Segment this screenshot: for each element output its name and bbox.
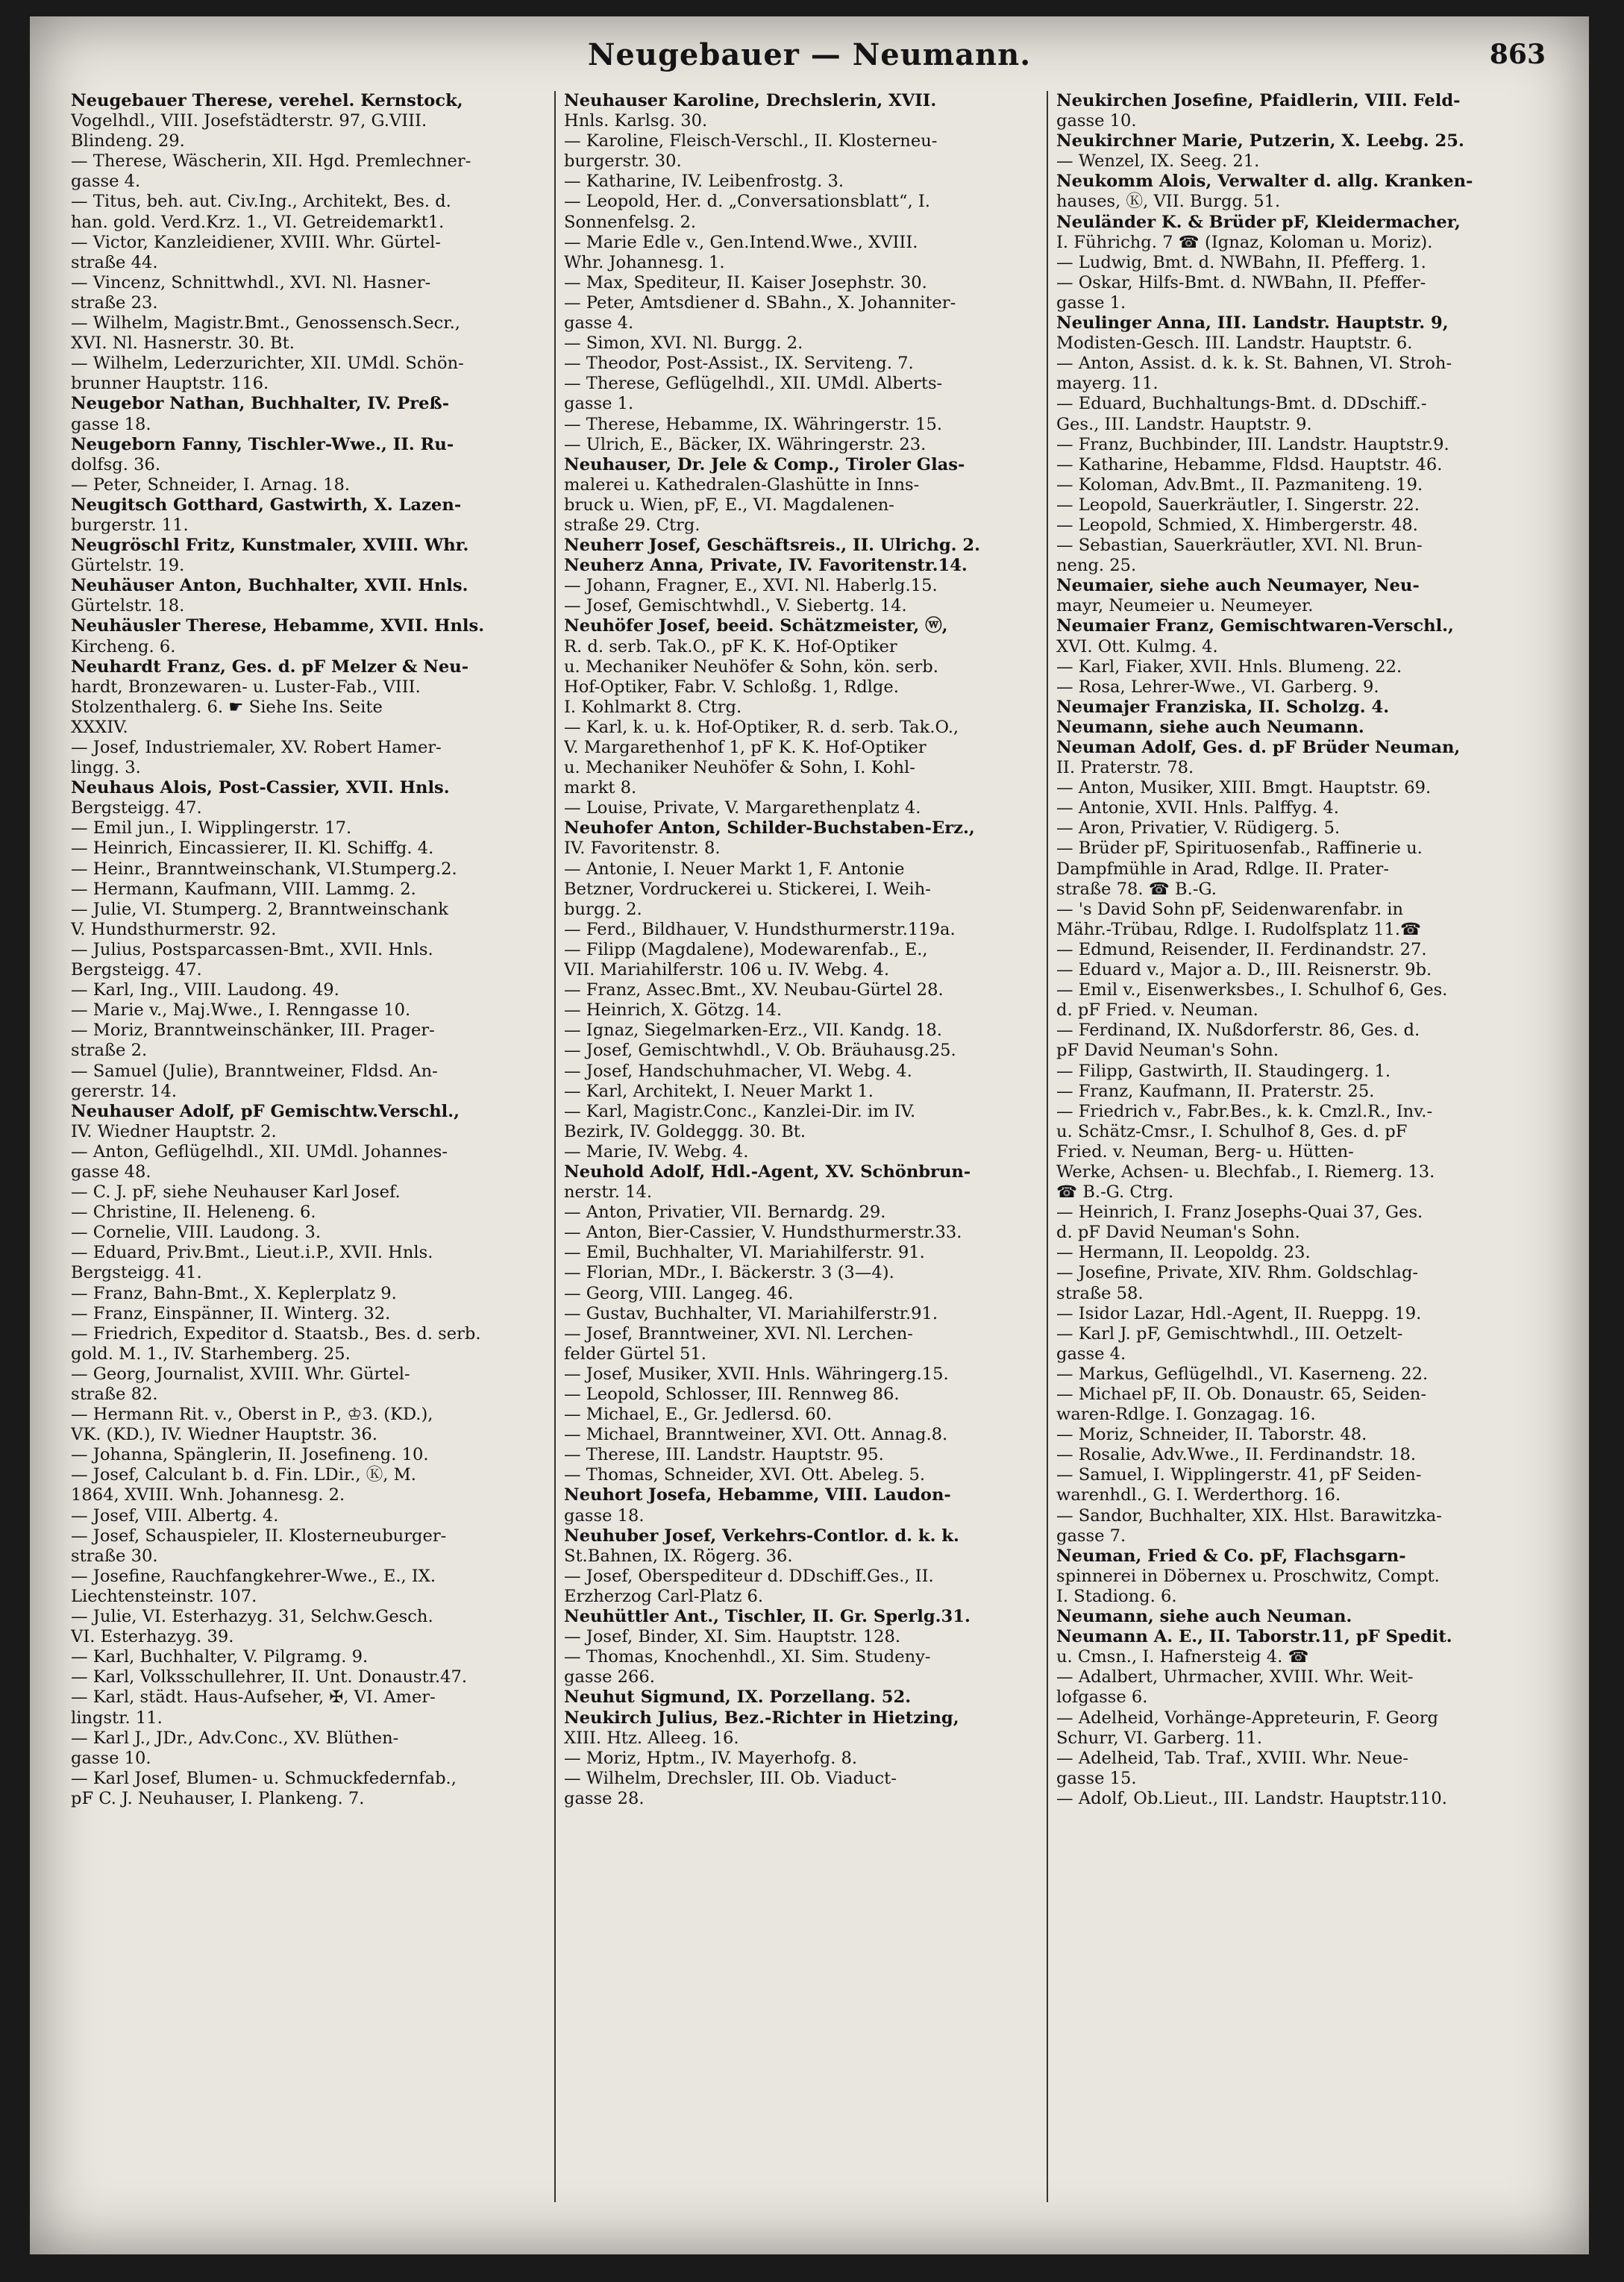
directory-entry-line: — Leopold, Sauerkräutler, I. Singerstr. 22. [1056,495,1420,515]
directory-entry-line: Neuhauser Karoline, Drechslerin, XVII. [564,91,937,110]
column-1 [71,91,548,1809]
directory-entry-line: Neugeborn Fanny, Tischler-Wwe., II. Ru- [71,434,454,454]
directory-entry-line: d. pF Fried. v. Neuman. [1056,1000,1258,1021]
directory-entry-line: Neugröschl Fritz, Kunstmaler, XVIII. Whr. [71,536,469,556]
directory-entry-line: Bergsteigg. 41. [71,1263,202,1283]
directory-entry-line: — Karl Josef, Blumen- u. Schmuckfedernfab., [71,1768,457,1788]
directory-entry-line: Neuhardt Franz, Ges. d. pF Melzer & Neu- [71,656,469,677]
directory-entry-line: u. Cmsn., I. Hafnersteig 4. ☎ [1056,1647,1309,1667]
directory-entry-line: — Eduard, Priv.Bmt., Lieut.i.P., XVII. Hnls. [71,1243,433,1263]
directory-entry-line: — Christine, II. Heleneng. 6. [71,1203,316,1223]
directory-entry-line: — Katharine, Hebamme, Fldsd. Hauptstr. 46. [1056,454,1443,474]
directory-entry-line: d. pF David Neuman's Sohn. [1056,1223,1300,1243]
directory-entry-line: — Josef, VIII. Albertg. 4. [71,1505,279,1526]
directory-entry-line: — Katharine, IV. Leibenfrostg. 3. [564,172,844,192]
directory-entry-line: VK. (KD.), IV. Wiedner Hauptstr. 36. [71,1425,377,1445]
directory-entry-line: Gürtelstr. 19. [71,556,185,576]
column-2 [564,91,1041,1809]
directory-entry-line: — Adalbert, Uhrmacher, XVIII. Whr. Weit- [1056,1667,1414,1687]
directory-entry-line: — Josef, Industriemaler, XV. Robert Hamer- [71,738,442,757]
directory-entry-line: Erzherzog Carl-Platz 6. [564,1586,764,1606]
directory-entry-line: — Ulrich, E., Bäcker, IX. Währingerstr. 23. [564,434,927,454]
directory-entry-line: Neumaier, siehe auch Neumayer, Neu- [1056,576,1420,596]
directory-entry-line: — Victor, Kanzleidiener, XVIII. Whr. Gürtel- [71,232,441,252]
directory-entry-line: — Franz, Buchbinder, III. Landstr. Hauptstr.9. [1056,434,1449,454]
directory-entry-line: Stolzenthalerg. 6. ☛ Siehe Ins. Seite [71,697,383,717]
directory-entry-line: — Franz, Bahn-Bmt., X. Keplerplatz 9. [71,1283,397,1303]
directory-entry-line: — Karl, k. u. k. Hof-Optiker, R. d. serb. Tak.O., [564,717,959,737]
directory-entry-line: — Josef, Oberspediteur d. DDschiff.Ges., II. [564,1566,934,1586]
directory-entry-line: — Cornelie, VIII. Laudong. 3. [71,1223,322,1243]
directory-entry-line: Bezirk, IV. Goldeggg. 30. Bt. [564,1121,806,1141]
directory-entry-line: Neumann A. E., II. Taborstr.11, pF Spedit. [1056,1627,1452,1647]
directory-entry-line: lingstr. 11. [71,1708,163,1728]
directory-entry-line: — Peter, Amtsdiener d. SBahn., X. Johanniter- [564,292,956,313]
directory-entry-line: — Marie Edle v., Gen.Intend.Wwe., XVIII. [564,232,918,252]
directory-entry-line: Neuhort Josefa, Hebamme, VIII. Laudon- [564,1485,951,1505]
column-divider [554,91,556,2202]
directory-entry-line: Modisten-Gesch. III. Landstr. Hauptstr. 6. [1056,333,1413,354]
directory-entry-line: — Josef, Handschuhmacher, VI. Webg. 4. [564,1061,912,1081]
directory-entry-line: Hnls. Karlsg. 30. [564,111,708,131]
directory-entry-line: Neuherz Anna, Private, IV. Favoritenstr.14. [564,556,968,576]
directory-entry-line: XXXIV. [71,717,128,737]
directory-entry-line: — Adelheid, Vorhänge-Appreteurin, F. Georg [1056,1708,1438,1728]
directory-entry-line: Blindeng. 29. [71,131,185,151]
directory-entry-line: Neukirchner Marie, Putzerin, X. Leebg. 25. [1056,131,1464,151]
directory-entry-line: Hof-Optiker, Fabr. V. Schloßg. 1, Rdlge. [564,677,899,697]
directory-entry-line: Fried. v. Neuman, Berg- u. Hütten- [1056,1141,1354,1162]
directory-entry-line: hauses, Ⓚ, VII. Burgg. 51. [1056,192,1281,212]
directory-entry-line: XIII. Htz. Alleeg. 16. [564,1728,739,1748]
directory-entry-line: lofgasse 6. [1056,1687,1148,1708]
directory-entry-line: — Karl, Fiaker, XVII. Hnls. Blumeng. 22. [1056,656,1402,677]
directory-entry-line: — Karoline, Fleisch-Verschl., II. Klosterneu- [564,131,938,151]
directory-entry-line: — Josef, Gemischtwhdl., V. Ob. Bräuhausg.25. [564,1041,956,1061]
directory-entry-line: — Rosalie, Adv.Wwe., II. Ferdinandstr. 18. [1056,1445,1417,1465]
directory-entry-line: bruck u. Wien, pF, E., VI. Magdalenen- [564,495,894,515]
directory-entry-line: gasse 18. [564,1505,645,1526]
directory-entry-line: straße 23. [71,292,158,313]
directory-entry-line: — Franz, Assec.Bmt., XV. Neubau-Gürtel 28. [564,980,944,1000]
directory-entry-line: — Leopold, Schlosser, III. Rennweg 86. [564,1385,900,1404]
directory-entry-line: — Koloman, Adv.Bmt., II. Pazmaniteng. 19. [1056,474,1423,495]
directory-entry-line: — Karl, Volksschullehrer, II. Unt. Donaustr.47. [71,1667,468,1687]
directory-entry-line: — Hermann Rit. v., Oberst in P., ♔3. (KD.), [71,1405,433,1425]
directory-entry-line: straße 30. [71,1546,158,1566]
directory-entry-line: — Thomas, Knochenhdl., XI. Sim. Studeny- [564,1647,931,1667]
directory-entry-line: gasse 4. [71,172,141,192]
directory-entry-line: I. Führichg. 7 ☎ (Ignaz, Koloman u. Moriz). [1056,232,1433,252]
directory-entry-line: — Josefine, Rauchfangkehrer-Wwe., E., IX. [71,1566,436,1586]
directory-entry-line: Neukomm Alois, Verwalter d. allg. Kranken- [1056,172,1473,192]
directory-entry-line: — 's David Sohn pF, Seidenwarenfabr. in [1056,899,1404,919]
directory-entry-line: straße 44. [71,252,158,272]
directory-entry-line: Neuhuber Josef, Verkehrs-Contlor. d. k. k. [564,1526,959,1546]
directory-entry-line: gasse 48. [71,1162,151,1182]
directory-entry-line: — Leopold, Schmied, X. Himbergerstr. 48. [1056,515,1418,535]
directory-entry-line: — Josef, Musiker, XVII. Hnls. Währingerg.15. [564,1364,949,1384]
directory-entry-line: straße 2. [71,1041,148,1061]
directory-entry-line: Ges., III. Landstr. Hauptstr. 9. [1056,414,1312,434]
directory-entry-line: — Leopold, Her. d. „Conversationsblatt“, I. [564,192,930,212]
directory-entry-line: — Anton, Privatier, VII. Bernardg. 29. [564,1203,886,1223]
directory-entry-line: — Ignaz, Siegelmarken-Erz., VII. Kandg. 18. [564,1021,942,1041]
directory-entry-line: Neuhäuser Anton, Buchhalter, XVII. Hnls. [71,576,468,596]
directory-entry-line: — Gustav, Buchhalter, VI. Mariahilferstr.91. [564,1303,938,1323]
directory-entry-line: — Hermann, II. Leopoldg. 23. [1056,1243,1311,1263]
directory-entry-line: — Thomas, Schneider, XVI. Ott. Abeleg. 5. [564,1465,926,1485]
directory-entry-line: — Georg, VIII. Langeg. 46. [564,1283,794,1303]
directory-entry-line: Neuhauser, Dr. Jele & Comp., Tiroler Glas- [564,454,965,474]
directory-entry-line: — Heinrich, Eincassierer, II. Kl. Schiffg. 4. [71,838,434,859]
directory-entry-line: Neuherr Josef, Geschäftsreis., II. Ulrichg. 2. [564,536,980,556]
directory-entry-line: gererstr. 14. [71,1081,178,1101]
directory-entry-line: — Oskar, Hilfs-Bmt. d. NWBahn, II. Pfeffer- [1056,272,1426,292]
directory-entry-line: Neukirchen Josefine, Pfaidlerin, VIII. Feld- [1056,91,1461,110]
directory-entry-line: — Wilhelm, Magistr.Bmt., Genossensch.Secr., [71,313,460,333]
directory-entry-line: gasse 10. [1056,111,1137,131]
column-3 [1056,91,1534,1809]
directory-entry-line: Neuman Adolf, Ges. d. pF Brüder Neuman, [1056,738,1461,757]
directory-entry-line: — Karl, Magistr.Conc., Kanzlei-Dir. im IV. [564,1101,916,1121]
directory-entry-line: ☎ B.-G. Ctrg. [1056,1182,1174,1203]
directory-entry-line: XVI. Ott. Kulmg. 4. [1056,636,1218,656]
directory-entry-line: Neumann, siehe auch Neuman. [1056,1607,1352,1627]
directory-entry-line: Neumaier Franz, Gemischtwaren-Verschl., [1056,616,1454,636]
directory-entry-line: Neulinger Anna, III. Landstr. Hauptstr. 9, [1056,313,1449,333]
directory-entry-line: — Florian, MDr., I. Bäckerstr. 3 (3—4). [564,1263,894,1283]
directory-entry-line: lingg. 3. [71,758,141,778]
directory-entry-line: IV. Wiedner Hauptstr. 2. [71,1121,277,1141]
directory-entry-line: Kircheng. 6. [71,636,176,656]
directory-entry-line: V. Margarethenhof 1, pF K. K. Hof-Optiker [564,738,927,757]
directory-entry-line: waren-Rdlge. I. Gonzagag. 16. [1056,1405,1316,1425]
directory-entry-line: Whr. Johannesg. 1. [564,252,725,272]
directory-entry-line: Sonnenfelsg. 2. [564,212,697,232]
directory-entry-line: felder Gürtel 51. [564,1344,706,1364]
directory-entry-line: Dampfmühle in Arad, Rdlge. II. Prater- [1056,859,1389,879]
directory-entry-line: — Louise, Private, V. Margarethenplatz 4. [564,798,921,818]
directory-entry-line: — Brüder pF, Spirituosenfab., Raffinerie u. [1056,838,1423,859]
directory-entry-line: — Josef, Binder, XI. Sim. Hauptstr. 128. [564,1627,901,1647]
directory-entry-line: — Georg, Journalist, XVIII. Whr. Gürtel- [71,1364,410,1384]
directory-entry-line: pF C. J. Neuhauser, I. Plankeng. 7. [71,1788,365,1808]
directory-entry-line: I. Kohlmarkt 8. Ctrg. [564,697,742,717]
directory-entry-line: Neukirch Julius, Bez.-Richter in Hietzing, [564,1708,959,1728]
directory-entry-line: Neuhaus Alois, Post-Cassier, XVII. Hnls. [71,778,450,798]
directory-entry-line: warenhdl., G. I. Werderthorg. 16. [1056,1485,1341,1505]
directory-entry-line: burgerstr. 30. [564,151,682,172]
directory-entry-line: — Heinr., Branntweinschank, VI.Stumperg.2. [71,859,457,879]
directory-entry-line: spinnerei in Döbernex u. Proschwitz, Compt. [1056,1566,1440,1586]
directory-entry-line: hardt, Bronzewaren- u. Luster-Fab., VIII. [71,677,421,697]
directory-entry-line: — Emil jun., I. Wipplingerstr. 17. [71,818,352,838]
directory-entry-line: — Therese, Hebamme, IX. Währingerstr. 15. [564,414,943,434]
directory-entry-line: neng. 25. [1056,556,1137,576]
directory-entry-line: — Julius, Postsparcassen-Bmt., XVII. Hnls. [71,939,433,959]
directory-entry-line: u. Mechaniker Neuhöfer & Sohn, kön. serb. [564,656,938,677]
directory-entry-line: straße 82. [71,1385,158,1404]
directory-entry-line: — Karl J., JDr., Adv.Conc., XV. Blüthen- [71,1728,399,1748]
directory-entry-line: — Marie, IV. Webg. 4. [564,1141,749,1162]
directory-entry-line: II. Praterstr. 78. [1056,758,1194,778]
directory-entry-line: gasse 7. [1056,1526,1126,1546]
directory-entry-line: — Wenzel, IX. Seeg. 21. [1056,151,1260,172]
directory-entry-line: — C. J. pF, siehe Neuhauser Karl Josef. [71,1182,401,1203]
directory-entry-line: — Emil v., Eisenwerksbes., I. Schulhof 6, Ges. [1056,980,1448,1000]
directory-page [30,16,1589,2254]
directory-entry-line: — Michael pF, II. Ob. Donaustr. 65, Seiden- [1056,1385,1426,1404]
directory-entry-line: Neuman, Fried & Co. pF, Flachsgarn- [1056,1546,1406,1566]
directory-entry-line: — Anton, Geflügelhdl., XII. UMdl. Johannes- [71,1141,448,1162]
directory-entry-line: Neuhofer Anton, Schilder-Buchstaben-Erz., [564,818,975,838]
directory-entry-line: — Markus, Geflügelhdl., VI. Kaserneng. 22. [1056,1364,1429,1384]
directory-entry-line: — Josef, Calculant b. d. Fin. LDir., Ⓚ, M. [71,1465,416,1485]
directory-entry-line: — Isidor Lazar, Hdl.-Agent, II. Rueppg. 19. [1056,1303,1422,1323]
directory-entry-line: Neuländer K. & Brüder pF, Kleidermacher, [1056,212,1461,232]
directory-entry-line: — Heinrich, X. Götzg. 14. [564,1000,783,1021]
directory-entry-line: — Ferd., Bildhauer, V. Hundsthurmerstr.119a. [564,919,956,939]
directory-entry-line: Neugitsch Gotthard, Gastwirth, X. Lazen- [71,495,462,515]
directory-entry-line: gasse 1. [564,394,634,414]
directory-entry-line: — Moriz, Schneider, II. Taborstr. 48. [1056,1425,1367,1445]
directory-entry-line: IV. Favoritenstr. 8. [564,838,721,859]
directory-entry-line: Neuhüttler Ant., Tischler, II. Gr. Sperlg.31. [564,1607,971,1627]
directory-entry-line: — Moriz, Hptm., IV. Mayerhofg. 8. [564,1748,858,1768]
directory-entry-line: gasse 15. [1056,1768,1137,1788]
directory-entry-line: — Josefine, Private, XIV. Rhm. Goldschlag- [1056,1263,1419,1283]
directory-entry-line: gasse 10. [71,1748,151,1768]
directory-entry-line: — Michael, E., Gr. Jedlersd. 60. [564,1405,833,1425]
directory-entry-line: — Antonie, I. Neuer Markt 1, F. Antonie [564,859,905,879]
directory-entry-line: Mähr.-Trübau, Rdlge. I. Rudolfsplatz 11.☎ [1056,919,1422,939]
directory-entry-line: — Moriz, Branntweinschänker, III. Prager- [71,1021,435,1041]
directory-entry-line: — Filipp (Magdalene), Modewarenfab., E., [564,939,928,959]
directory-entry-line: Schurr, VI. Garberg. 11. [1056,1728,1263,1748]
directory-entry-line: — Adolf, Ob.Lieut., III. Landstr. Hauptstr.110. [1056,1788,1447,1808]
directory-entry-line: Neugebor Nathan, Buchhalter, IV. Preß- [71,394,450,414]
directory-entry-line: — Heinrich, I. Franz Josephs-Quai 37, Ges. [1056,1203,1423,1223]
directory-entry-line: Bergsteigg. 47. [71,960,202,980]
directory-entry-line: XVI. Nl. Hasnerstr. 30. Bt. [71,333,295,354]
directory-entry-line: — Eduard, Buchhaltungs-Bmt. d. DDschiff.- [1056,394,1427,414]
directory-entry-line: gasse 18. [71,414,151,434]
page-number: 863 [1489,39,1546,70]
directory-entry-line: — Josef, Gemischtwhdl., V. Siebertg. 14. [564,596,907,616]
directory-entry-line: — Marie v., Maj.Wwe., I. Renngasse 10. [71,1000,411,1021]
directory-entry-line: — Karl, städt. Haus-Aufseher, ✠, VI. Amer- [71,1687,436,1708]
directory-entry-line: — Anton, Bier-Cassier, V. Hundsthurmerstr.33. [564,1223,962,1243]
directory-entry-line: gasse 4. [1056,1344,1126,1364]
directory-entry-line: V. Hundsthurmerstr. 92. [71,919,277,939]
directory-entry-line: gasse 4. [564,313,634,333]
directory-entry-line: Bergsteigg. 47. [71,798,202,818]
directory-entry-line: Gürtelstr. 18. [71,596,185,616]
directory-entry-line: Neuhäusler Therese, Hebamme, XVII. Hnls. [71,616,485,636]
directory-entry-line: — Therese, Geflügelhdl., XII. UMdl. Alberts- [564,374,943,394]
directory-entry-line: — Filipp, Gastwirth, II. Staudingerg. 1. [1056,1061,1391,1081]
page-title: Neugebauer — Neumann. [587,37,1032,72]
directory-entry-line: gasse 266. [564,1667,655,1687]
directory-entry-line: straße 78. ☎ B.-G. [1056,879,1217,899]
directory-entry-line: — Johann, Fragner, E., XVI. Nl. Haberlg.15. [564,576,938,596]
directory-entry-line: St.Bahnen, IX. Rögerg. 36. [564,1546,793,1566]
directory-entry-line: — Emil, Buchhalter, VI. Mariahilferstr. 91. [564,1243,925,1263]
directory-entry-line: dolfsg. 36. [71,454,161,474]
directory-entry-line: — Julie, VI. Esterhazyg. 31, Selchw.Gesch. [71,1607,433,1627]
directory-entry-line: Neuhold Adolf, Hdl.-Agent, XV. Schönbrun- [564,1162,971,1182]
directory-entry-line: pF David Neuman's Sohn. [1056,1041,1279,1061]
directory-entry-line: — Johanna, Spänglerin, II. Josefineng. 10. [71,1445,429,1465]
directory-entry-line: — Karl J. pF, Gemischtwhdl., III. Oetzelt- [1056,1323,1403,1344]
directory-entry-line: — Samuel, I. Wipplingerstr. 41, pF Seiden- [1056,1465,1422,1485]
directory-entry-line: R. d. serb. Tak.O., pF K. K. Hof-Optiker [564,636,897,656]
directory-entry-line: gold. M. 1., IV. Starhemberg. 25. [71,1344,351,1364]
directory-entry-line: — Peter, Schneider, I. Arnag. 18. [71,474,350,495]
directory-entry-line: — Sebastian, Sauerkräutler, XVI. Nl. Brun- [1056,536,1423,556]
directory-entry-line: Vogelhdl., VIII. Josefstädterstr. 97, G.VIII. [71,111,427,131]
directory-entry-line: — Anton, Assist. d. k. k. St. Bahnen, VI. Stroh- [1056,354,1452,374]
directory-entry-line: straße 58. [1056,1283,1144,1303]
directory-entry-line: — Hermann, Kaufmann, VIII. Lammg. 2. [71,879,416,899]
directory-entry-line: Neumann, siehe auch Neumann. [1056,717,1364,737]
directory-entry-line: — Friedrich, Expeditor d. Staatsb., Bes. d. serb. [71,1323,481,1344]
directory-entry-line: Werke, Achsen- u. Blechfab., I. Riemerg. 13. [1056,1162,1435,1182]
directory-entry-line: VII. Mariahilferstr. 106 u. IV. Webg. 4. [564,960,889,980]
directory-entry-line: — Wilhelm, Lederzurichter, XII. UMdl. Schön- [71,354,464,374]
directory-entry-line: — Wilhelm, Drechsler, III. Ob. Viaduct- [564,1768,897,1788]
directory-entry-line: — Eduard v., Major a. D., III. Reisnerstr. 9b. [1056,960,1432,980]
directory-entry-line: — Edmund, Reisender, II. Ferdinandstr. 27. [1056,939,1427,959]
directory-entry-line: — Michael, Branntweiner, XVI. Ott. Annag.8. [564,1425,948,1445]
directory-entry-line: Neuhut Sigmund, IX. Porzellang. 52. [564,1687,912,1708]
directory-entry-line: — Antonie, XVII. Hnls. Palffyg. 4. [1056,798,1339,818]
directory-entry-line: — Ludwig, Bmt. d. NWBahn, II. Pfefferg. 1. [1056,252,1426,272]
directory-entry-line: Neugebauer Therese, verehel. Kernstock, [71,91,463,110]
directory-entry-line: gasse 28. [564,1788,645,1808]
directory-entry-line: nerstr. 14. [564,1182,653,1203]
directory-entry-line: gasse 1. [1056,292,1126,313]
column-divider [1047,91,1048,2202]
directory-entry-line: markt 8. [564,778,637,798]
directory-entry-line: — Karl, Ing., VIII. Laudong. 49. [71,980,339,1000]
directory-entry-line: VI. Esterhazyg. 39. [71,1627,234,1647]
directory-entry-line: straße 29. Ctrg. [564,515,700,535]
directory-entry-line: u. Mechaniker Neuhöfer & Sohn, I. Kohl- [564,758,915,778]
directory-entry-line: burgerstr. 11. [71,515,189,535]
directory-entry-line: — Simon, XVI. Nl. Burgg. 2. [564,333,803,354]
directory-entry-line: Liechtensteinstr. 107. [71,1586,257,1606]
directory-entry-line: — Aron, Privatier, V. Rüdigerg. 5. [1056,818,1341,838]
directory-entry-line: brunner Hauptstr. 116. [71,374,269,394]
directory-entry-line: — Friedrich v., Fabr.Bes., k. k. Cmzl.R., Inv.- [1056,1101,1433,1121]
directory-entry-line: Neuhauser Adolf, pF Gemischtw.Verschl., [71,1101,460,1121]
directory-entry-line: — Karl, Architekt, I. Neuer Markt 1. [564,1081,874,1101]
directory-entry-line: han. gold. Verd.Krz. 1., VI. Getreidemarkt1. [71,212,445,232]
directory-entry-line: mayr, Neumeier u. Neumeyer. [1056,596,1314,616]
directory-entry-line: — Vincenz, Schnittwhdl., XVI. Nl. Hasner- [71,272,431,292]
directory-entry-line: — Therese, III. Landstr. Hauptstr. 95. [564,1445,884,1465]
directory-entry-line: Neuhöfer Josef, beeid. Schätzmeister, ⓦ, [564,616,948,636]
directory-entry-line: — Franz, Einspänner, II. Winterg. 32. [71,1303,391,1323]
directory-entry-line: — Franz, Kaufmann, II. Praterstr. 25. [1056,1081,1375,1101]
directory-entry-line: — Julie, VI. Stumperg. 2, Branntweinschank [71,899,448,919]
directory-entry-line: u. Schätz-Cmsr., I. Schulhof 8, Ges. d. pF [1056,1121,1408,1141]
directory-entry-line: — Karl, Buchhalter, V. Pilgramg. 9. [71,1647,369,1667]
directory-entry-line: — Theodor, Post-Assist., IX. Serviteng. 7. [564,354,914,374]
directory-entry-line: mayerg. 11. [1056,374,1159,394]
directory-entry-line: — Josef, Branntweiner, XVI. Nl. Lerchen- [564,1323,913,1344]
directory-entry-line: I. Stadiong. 6. [1056,1586,1177,1606]
directory-entry-line: — Rosa, Lehrer-Wwe., VI. Garberg. 9. [1056,677,1379,697]
directory-entry-line: malerei u. Kathedralen-Glashütte in Inns- [564,474,920,495]
directory-entry-line: — Josef, Schauspieler, II. Klosterneuburger- [71,1526,447,1546]
directory-entry-line: Neumajer Franziska, II. Scholzg. 4. [1056,697,1390,717]
directory-entry-line: — Adelheid, Tab. Traf., XVIII. Whr. Neue- [1056,1748,1408,1768]
directory-entry-line: — Titus, beh. aut. Civ.Ing., Architekt, Bes. d. [71,192,451,212]
directory-entry-line: — Samuel (Julie), Branntweiner, Fldsd. An- [71,1061,438,1081]
directory-entry-line: 1864, XVIII. Wnh. Johannesg. 2. [71,1485,345,1505]
directory-entry-line: Betzner, Vordruckerei u. Stickerei, I. Weih- [564,879,931,899]
directory-entry-line: — Sandor, Buchhalter, XIX. Hlst. Barawitzka- [1056,1505,1442,1526]
directory-entry-line: — Ferdinand, IX. Nußdorferstr. 86, Ges. d. [1056,1021,1420,1041]
directory-entry-line: burgg. 2. [564,899,642,919]
directory-entry-line: — Anton, Musiker, XIII. Bmgt. Hauptstr. 69. [1056,778,1432,798]
directory-entry-line: — Max, Spediteur, II. Kaiser Josephstr. 30. [564,272,927,292]
directory-entry-line: — Therese, Wäscherin, XII. Hgd. Premlechner- [71,151,471,172]
